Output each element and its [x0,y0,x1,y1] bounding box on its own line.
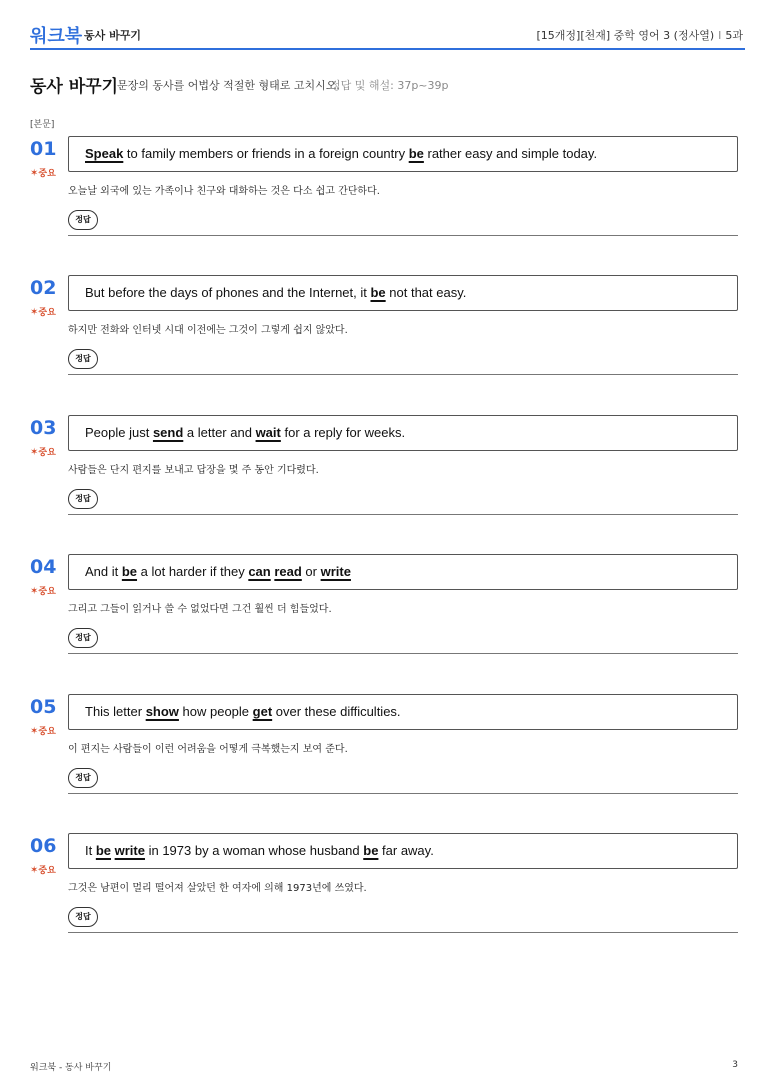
sentence-box [68,136,738,172]
sentence-text: People just [85,424,153,440]
item-number: 04 [30,556,57,579]
sentence-text: It [85,843,96,858]
exercise-item [30,694,745,814]
exercise-item [30,415,745,535]
important-badge [30,445,56,458]
sentence-text: in 1973 by a woman whose husband [144,843,364,858]
page-header [30,18,745,50]
target-verb: be [121,564,138,580]
important-badge [30,166,56,179]
badge-label: 중요 [38,308,56,319]
badge-label: 중요 [38,169,56,179]
target-verb: wait [255,424,281,440]
exercise-item [30,136,745,256]
sentence-box [68,833,738,869]
sentence-text: This letter [85,703,146,719]
important-badge [30,863,56,876]
answer-button[interactable]: 정답 [68,907,98,927]
sentence-text: over these difficulties. [272,703,401,719]
sentence-text: a letter and [183,424,256,440]
sentence-text: But before the days of phones and the Internet, it [85,285,371,301]
target-verb: can [248,564,271,580]
brand-title: 워크북 [30,26,83,47]
item-number: 02 [30,277,57,300]
badge-label: 중요 [38,447,56,458]
header-separator: I [718,29,722,42]
important-badge [30,584,56,597]
badge-label: 중요 [38,587,56,598]
spark-icon: ✶ [30,586,39,598]
answer-button[interactable]: 정답 [68,210,98,230]
answer-line[interactable] [68,793,738,794]
sentence-box [68,554,738,590]
book-title: [15개정][천재] 중학 영어 3 (정사열) [536,29,715,42]
spark-icon: ✶ [30,865,39,876]
target-verb: show [145,703,179,719]
badge-label: 중요 [38,866,56,876]
answer-line[interactable] [68,932,738,933]
sentence-text: far away. [378,843,434,858]
target-verb: write [320,564,351,580]
sentence-text: And it [85,564,122,580]
brand-subtitle: 동사 바꾸기 [84,29,141,42]
target-verb: send [152,424,184,440]
page-number: 3 [732,1060,738,1070]
spark-icon: ✶ [30,446,39,458]
sentence-text: how people [178,703,253,719]
instruction-text: 문장의 동사를 어법상 적절한 형태로 고치시오. [117,79,340,92]
answer-line[interactable] [68,235,738,236]
answer-button[interactable]: 정답 [68,489,98,509]
korean-translation: 하지만 전화와 인터넷 시대 이전에는 그것이 그렇게 쉽지 않았다. [68,325,348,337]
badge-label: 중요 [38,726,56,737]
target-verb: get [252,703,273,719]
target-verb: be [370,285,386,301]
answer-button[interactable]: 정답 [68,768,98,788]
item-number: 06 [30,835,57,857]
item-number: 05 [30,695,57,718]
section-tag: [본문] [30,120,55,130]
footer-title: 워크북 - 동사 바꾸기 [30,1063,112,1073]
sentence-box [68,415,738,451]
important-badge [30,724,56,737]
sentence-box [68,694,738,730]
sentence-text: rather easy and simple today. [423,146,598,161]
spark-icon: ✶ [30,168,39,179]
sentence-text: a lot harder if they [137,564,249,580]
korean-translation: 오늘날 외국에 있는 가족이나 친구와 대화하는 것은 다소 쉽고 간단하다. [68,186,380,197]
title-row [30,72,745,96]
korean-translation: 그리고 그들이 읽거나 쓸 수 없었다면 그건 훨씬 더 힘들었다. [68,604,332,616]
spark-icon: ✶ [30,307,39,319]
important-badge [30,305,56,318]
target-verb: write [114,843,145,858]
target-verb: Speak [85,146,124,161]
target-verb: be [408,146,424,161]
book-info [537,27,744,43]
target-verb: be [363,843,379,858]
answer-reference: 정답 및 해설: 37p~39p [330,79,449,92]
target-verb: read [274,564,302,580]
sentence-text: for a reply for weeks. [280,424,406,440]
sentence-box [68,275,738,311]
sentence-text: or [301,564,321,580]
item-number: 03 [30,416,57,439]
exercise-item [30,833,745,953]
target-verb: be [95,843,112,858]
answer-button[interactable]: 정답 [68,349,98,369]
korean-translation: 그것은 남편이 멀리 떨어져 살았던 한 여자에 의해 1973년에 쓰였다. [68,883,367,894]
page-title: 동사 바꾸기 [30,77,119,97]
lesson-label: 5과 [725,29,743,42]
answer-line[interactable] [68,514,738,515]
answer-line[interactable] [68,374,738,375]
sentence-text: not that easy. [385,285,467,301]
exercise-item [30,275,745,395]
item-number: 01 [30,138,57,160]
answer-line[interactable] [68,653,738,654]
sentence-text: to family members or friends in a foreign country [123,146,409,161]
korean-translation: 사람들은 단지 편지를 보내고 답장을 몇 주 동안 기다렸다. [68,464,319,476]
answer-button[interactable]: 정답 [68,628,98,648]
exercise-item [30,554,745,674]
korean-translation: 이 편지는 사람들이 이런 어려움을 어떻게 극복했는지 보여 준다. [68,743,348,755]
spark-icon: ✶ [30,725,39,737]
